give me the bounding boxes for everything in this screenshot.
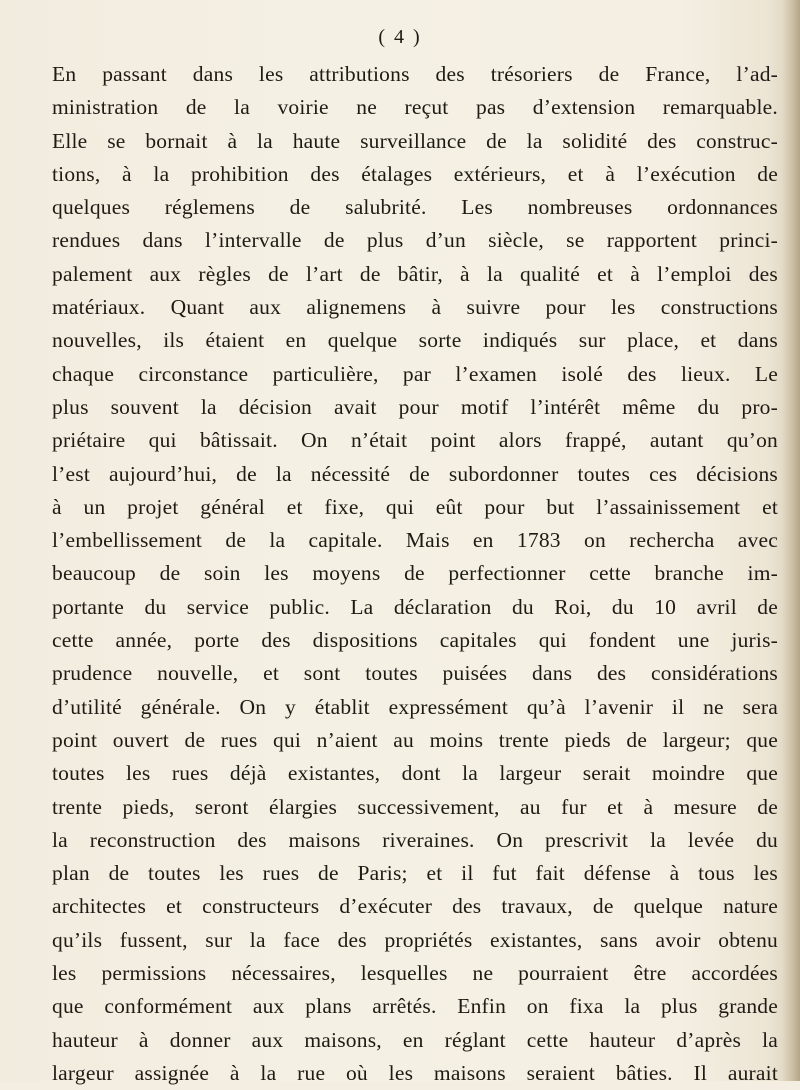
- text-line: toutes les rues déjà existantes, dont la largeur serait moindre que: [52, 761, 778, 786]
- text-line: ministration de la voirie ne reçut pas d’extension remarquable.: [52, 95, 778, 120]
- text-line: à un projet général et fixe, qui eût pour but l’assainissement et: [52, 494, 778, 519]
- text-line: les permissions nécessaires, lesquelles ne pourraient être accordées: [52, 961, 778, 986]
- text-line: beaucoup de soin les moyens de perfectionner cette branche im-: [52, 561, 778, 586]
- text-line: priétaire qui bâtissait. On n’était point alors frappé, autant qu’on: [52, 428, 778, 453]
- text-line: qu’ils fussent, sur la face des propriétés existantes, sans avoir obtenu: [52, 927, 778, 952]
- text-line: plan de toutes les rues de Paris; et il fut fait défense à tous les: [52, 861, 778, 886]
- text-line: rendues dans l’intervalle de plus d’un siècle, se rapportent princi-: [52, 228, 778, 253]
- text-line: Elle se bornait à la haute surveillance de la solidité des construc-: [52, 128, 778, 153]
- text-line: nouvelles, ils étaient en quelque sorte indiqués sur place, et dans: [52, 328, 778, 353]
- text-line: largeur assignée à la rue où les maisons seraient bâties. Il aurait: [52, 1060, 778, 1085]
- text-line: d’utilité générale. On y établit expressément qu’à l’avenir il ne sera: [52, 694, 778, 719]
- text-line: prudence nouvelle, et sont toutes puisées dans des considérations: [52, 661, 778, 686]
- page-number: ( 4 ): [378, 26, 422, 48]
- text-line: la reconstruction des maisons riveraines. On prescrivit la levée du: [52, 827, 778, 852]
- text-line: chaque circonstance particulière, par l’examen isolé des lieux. Le: [52, 361, 778, 386]
- text-line: trente pieds, seront élargies successivement, au fur et à mesure de: [52, 794, 778, 819]
- text-line: plus souvent la décision avait pour motif l’intérêt même du pro-: [52, 394, 778, 419]
- page-edge-shadow: [782, 0, 800, 1081]
- text-line: En passant dans les attributions des trésoriers de France, l’ad-: [52, 62, 778, 86]
- text-line: quelques réglemens de salubrité. Les nombreuses ordonnances: [52, 195, 778, 220]
- text-line: portante du service public. La déclaration du Roi, du 10 avril de: [52, 594, 778, 619]
- text-line: l’embellissement de la capitale. Mais en 1783 on rechercha avec: [52, 528, 778, 553]
- text-line: cette année, porte des dispositions capitales qui fondent une juris-: [52, 628, 778, 653]
- text-line: que conformément aux plans arrêtés. Enfin on fixa la plus grande: [52, 994, 778, 1019]
- text-line: tions, à la prohibition des étalages extérieurs, et à l’exécution de: [52, 161, 778, 186]
- body-text: [52, 58, 778, 1090]
- text-line: point ouvert de rues qui n’aient au moins trente pieds de largeur; que: [52, 727, 778, 752]
- text-line: l’est aujourd’hui, de la nécessité de subordonner toutes ces décisions: [52, 461, 778, 486]
- text-line: matériaux. Quant aux alignemens à suivre pour les constructions: [52, 295, 778, 320]
- text-line: architectes et constructeurs d’exécuter des travaux, de quelque nature: [52, 894, 778, 919]
- text-line: hauteur à donner aux maisons, en réglant cette hauteur d’après la: [52, 1027, 778, 1052]
- text-line: palement aux règles de l’art de bâtir, à la qualité et à l’emploi des: [52, 261, 778, 286]
